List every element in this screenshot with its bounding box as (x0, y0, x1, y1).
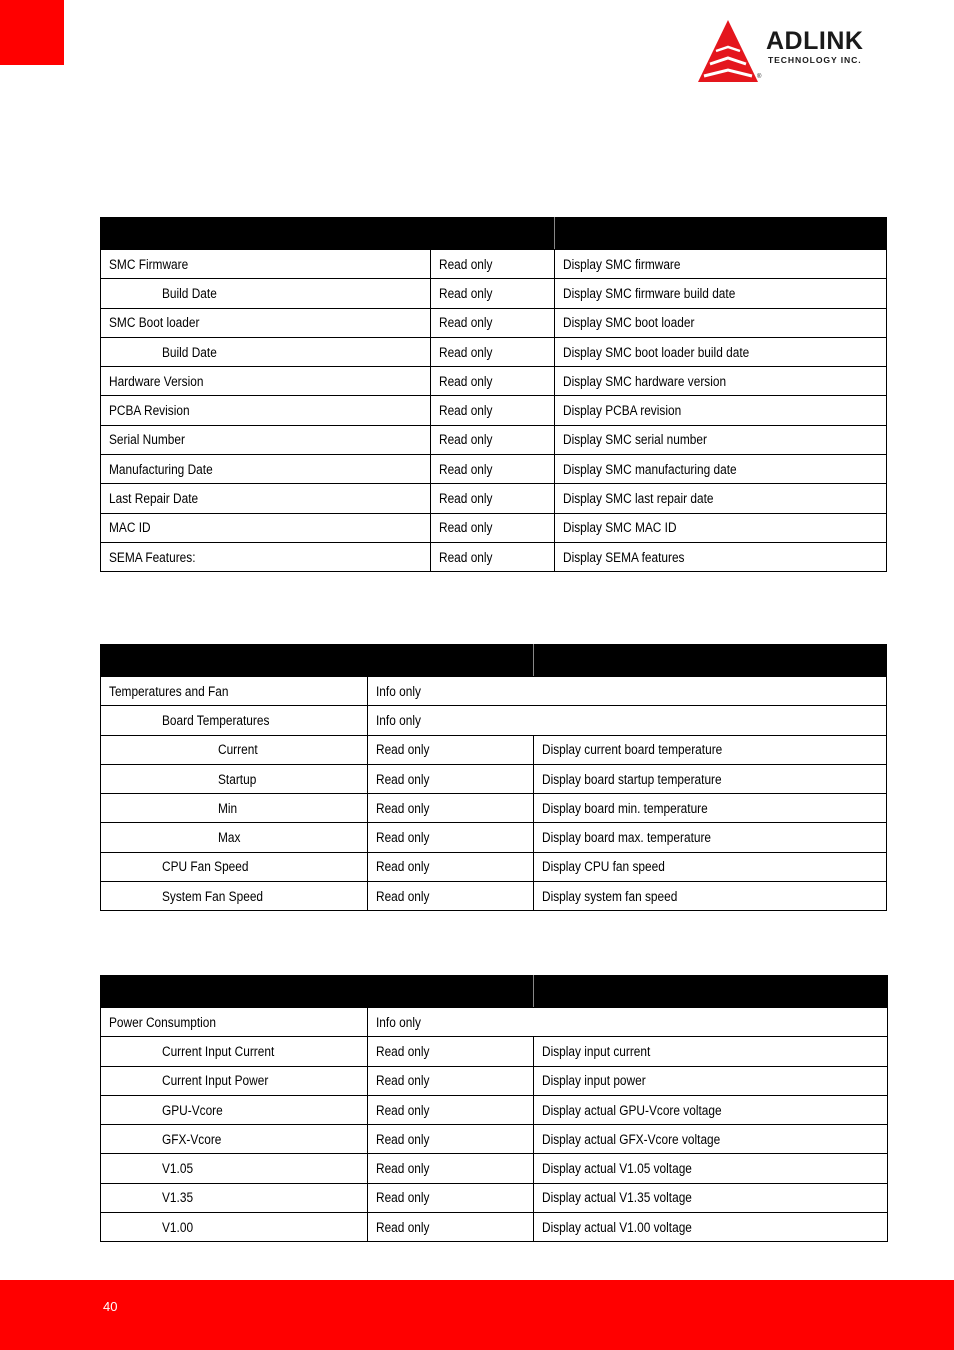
table-row (101, 484, 887, 513)
item-cell-text: SMC Boot loader (109, 315, 200, 331)
temperature-fan-table (100, 644, 887, 911)
description-cell-text: Display SMC MAC ID (563, 520, 677, 536)
description-cell (555, 513, 887, 542)
table-header-row (101, 218, 887, 250)
access-cell (368, 882, 534, 911)
logo-wordmark: ADLINK (766, 27, 864, 55)
access-cell-text: Read only (376, 1043, 430, 1059)
smc-info-table-body (101, 218, 887, 572)
table-row (101, 1095, 888, 1124)
item-cell-text: GPU-Vcore (162, 1102, 223, 1118)
item-cell (101, 484, 431, 513)
item-cell (101, 455, 431, 484)
header-cell (534, 645, 887, 677)
table-row (101, 279, 887, 308)
item-cell (101, 1008, 368, 1037)
access-cell (368, 1066, 534, 1095)
access-cell (368, 677, 887, 706)
access-cell-text: Read only (376, 1161, 430, 1177)
access-cell-text: Read only (376, 1073, 430, 1089)
power-consumption-table-body (101, 976, 888, 1242)
description-cell-text: Display input current (542, 1043, 651, 1059)
access-cell (368, 1213, 534, 1242)
description-cell-text: Display system fan speed (542, 888, 678, 904)
description-cell (534, 1213, 888, 1242)
description-cell-text: Display SMC boot loader (563, 315, 695, 331)
access-cell (368, 764, 534, 793)
access-cell (431, 425, 555, 454)
table-row (101, 823, 887, 852)
access-cell (368, 1095, 534, 1124)
description-cell (555, 396, 887, 425)
table-row (101, 396, 887, 425)
item-cell-text: System Fan Speed (162, 888, 264, 904)
logo-registered-mark: ® (757, 74, 762, 80)
description-cell (555, 308, 887, 337)
description-cell (555, 484, 887, 513)
item-cell (101, 396, 431, 425)
access-cell-text: Read only (376, 1131, 430, 1147)
header-cell (101, 976, 368, 1008)
description-cell-text: Display board startup temperature (542, 771, 722, 787)
description-cell-text: Display SMC firmware build date (563, 285, 736, 301)
access-cell (431, 455, 555, 484)
item-cell-text: Current (218, 742, 258, 758)
table-row (101, 852, 887, 881)
item-cell (101, 794, 368, 823)
access-cell (431, 513, 555, 542)
description-cell (534, 1125, 888, 1154)
access-cell (368, 735, 534, 764)
description-cell-text: Display actual GPU-Vcore voltage (542, 1102, 722, 1118)
description-cell (555, 250, 887, 279)
item-cell-text: Current Input Current (162, 1043, 275, 1059)
table-row (101, 1213, 888, 1242)
item-cell (101, 1213, 368, 1242)
access-cell (431, 250, 555, 279)
header-cell (368, 976, 534, 1008)
access-cell (431, 337, 555, 366)
item-cell (101, 1066, 368, 1095)
access-cell (431, 396, 555, 425)
item-cell (101, 542, 431, 571)
access-cell (368, 794, 534, 823)
description-cell-text: Display SMC serial number (563, 432, 707, 448)
description-cell (555, 367, 887, 396)
description-cell-text: Display SMC hardware version (563, 373, 727, 389)
item-cell-text: V1.00 (162, 1219, 194, 1235)
temperature-fan-table-body (101, 645, 887, 911)
access-cell-text: Read only (376, 830, 430, 846)
item-cell-text: PCBA Revision (109, 403, 190, 419)
description-cell (534, 852, 887, 881)
item-cell (101, 308, 431, 337)
access-cell-text: Read only (376, 742, 430, 758)
table-row (101, 337, 887, 366)
description-cell (555, 337, 887, 366)
item-cell-text: Manufacturing Date (109, 461, 213, 477)
description-cell-text: Display SEMA features (563, 549, 685, 565)
table-row (101, 1066, 888, 1095)
access-cell-text: Read only (439, 285, 493, 301)
item-cell (101, 250, 431, 279)
item-cell-text: Min (218, 800, 238, 816)
item-cell (101, 1037, 368, 1066)
header-cell (555, 218, 887, 250)
item-cell (101, 706, 368, 735)
header-cell (101, 218, 431, 250)
access-cell (431, 367, 555, 396)
description-cell (534, 1037, 888, 1066)
description-cell (534, 735, 887, 764)
access-cell-text: Read only (439, 373, 493, 389)
table-row (101, 794, 887, 823)
item-cell (101, 367, 431, 396)
power-consumption-table (100, 975, 888, 1242)
table-row (101, 1008, 888, 1037)
item-cell (101, 882, 368, 911)
description-cell-text: Display SMC manufacturing date (563, 461, 737, 477)
table-row (101, 677, 887, 706)
item-cell-text: Build Date (162, 344, 217, 360)
description-cell (555, 279, 887, 308)
item-cell-text: V1.35 (162, 1190, 194, 1206)
description-cell-text: Display SMC firmware (563, 256, 681, 272)
description-cell-text: Display PCBA revision (563, 403, 682, 419)
description-cell (555, 455, 887, 484)
access-cell-text: Read only (376, 1102, 430, 1118)
description-cell-text: Display SMC last repair date (563, 491, 714, 507)
access-cell-text: Read only (376, 1219, 430, 1235)
item-cell-text: Max (218, 830, 241, 846)
table-row (101, 542, 887, 571)
table-row (101, 1154, 888, 1183)
item-cell-text: SMC Firmware (109, 256, 189, 272)
item-cell-text: Hardware Version (109, 373, 204, 389)
access-cell-text: Read only (439, 461, 493, 477)
table-row (101, 1183, 888, 1212)
access-cell-text: Read only (439, 491, 493, 507)
access-cell (368, 1183, 534, 1212)
access-cell-text: Read only (376, 800, 430, 816)
item-cell (101, 764, 368, 793)
description-cell-text: Display actual V1.35 voltage (542, 1190, 692, 1206)
access-cell-text: Read only (439, 549, 493, 565)
access-cell (368, 706, 887, 735)
description-cell (534, 1183, 888, 1212)
table-row (101, 735, 887, 764)
description-cell-text: Display board max. temperature (542, 830, 712, 846)
table-row (101, 1125, 888, 1154)
table-row (101, 513, 887, 542)
access-cell (368, 1125, 534, 1154)
logo-triangle-icon (694, 18, 764, 84)
access-cell-text: Read only (376, 1190, 430, 1206)
description-cell-text: Display SMC boot loader build date (563, 344, 750, 360)
description-cell (534, 764, 887, 793)
header-cell (368, 645, 534, 677)
description-cell (555, 542, 887, 571)
item-cell-text: CPU Fan Speed (162, 859, 249, 875)
header-cell (101, 645, 368, 677)
access-cell (431, 279, 555, 308)
item-cell (101, 513, 431, 542)
item-cell (101, 337, 431, 366)
access-cell (431, 542, 555, 571)
description-cell-text: Display current board temperature (542, 742, 723, 758)
item-cell (101, 1125, 368, 1154)
access-cell (368, 852, 534, 881)
access-cell-text: Info only (376, 683, 421, 699)
access-cell (431, 484, 555, 513)
description-cell (534, 1154, 888, 1183)
item-cell-text: Last Repair Date (109, 491, 199, 507)
access-cell-text: Read only (439, 432, 493, 448)
access-cell-text: Info only (376, 712, 421, 728)
description-cell-text: Display CPU fan speed (542, 859, 665, 875)
table-row (101, 425, 887, 454)
item-cell-text: Startup (218, 771, 257, 787)
item-cell (101, 1095, 368, 1124)
item-cell (101, 823, 368, 852)
description-cell (534, 1066, 888, 1095)
adlink-logo (694, 18, 906, 84)
table-row (101, 764, 887, 793)
item-cell-text: SEMA Features: (109, 549, 196, 565)
item-cell-text: MAC ID (109, 520, 151, 536)
access-cell (368, 823, 534, 852)
access-cell-text: Read only (376, 859, 430, 875)
item-cell-text: Serial Number (109, 432, 185, 448)
access-cell-text: Read only (439, 256, 493, 272)
description-cell-text: Display input power (542, 1073, 646, 1089)
access-cell-text: Read only (439, 520, 493, 536)
logo-subtitle: TECHNOLOGY INC. (768, 55, 862, 65)
access-cell-text: Read only (376, 771, 430, 787)
description-cell (534, 882, 887, 911)
item-cell (101, 852, 368, 881)
header-cell (431, 218, 555, 250)
access-cell (431, 308, 555, 337)
table-header-row (101, 976, 888, 1008)
item-cell-text: Power Consumption (109, 1014, 216, 1030)
description-cell (534, 1095, 888, 1124)
description-cell-text: Display actual GFX-Vcore voltage (542, 1131, 721, 1147)
description-cell (534, 823, 887, 852)
access-cell-text: Read only (439, 403, 493, 419)
access-cell-text: Info only (376, 1014, 421, 1030)
table-row (101, 308, 887, 337)
item-cell-text: GFX-Vcore (162, 1131, 222, 1147)
description-cell (534, 794, 887, 823)
table-row (101, 367, 887, 396)
item-cell (101, 677, 368, 706)
header-cell (534, 976, 888, 1008)
item-cell (101, 279, 431, 308)
item-cell (101, 735, 368, 764)
item-cell-text: V1.05 (162, 1161, 194, 1177)
access-cell-text: Read only (439, 315, 493, 331)
access-cell (368, 1037, 534, 1066)
table-header-row (101, 645, 887, 677)
item-cell-text: Board Temperatures (162, 712, 270, 728)
footer-bar (0, 1280, 954, 1350)
item-cell (101, 1154, 368, 1183)
item-cell-text: Build Date (162, 285, 217, 301)
table-row (101, 1037, 888, 1066)
item-cell-text: Current Input Power (162, 1073, 269, 1089)
table-row (101, 882, 887, 911)
access-cell-text: Read only (439, 344, 493, 360)
page-number: 40 (103, 1299, 118, 1314)
table-row (101, 250, 887, 279)
smc-info-table (100, 217, 887, 572)
description-cell-text: Display board min. temperature (542, 800, 708, 816)
description-cell (555, 425, 887, 454)
description-cell-text: Display actual V1.00 voltage (542, 1219, 692, 1235)
access-cell-text: Read only (376, 888, 430, 904)
table-row (101, 706, 887, 735)
access-cell (368, 1154, 534, 1183)
corner-accent (0, 0, 64, 65)
table-row (101, 455, 887, 484)
description-cell-text: Display actual V1.05 voltage (542, 1161, 692, 1177)
item-cell (101, 425, 431, 454)
access-cell (368, 1008, 888, 1037)
item-cell (101, 1183, 368, 1212)
item-cell-text: Temperatures and Fan (109, 683, 229, 699)
